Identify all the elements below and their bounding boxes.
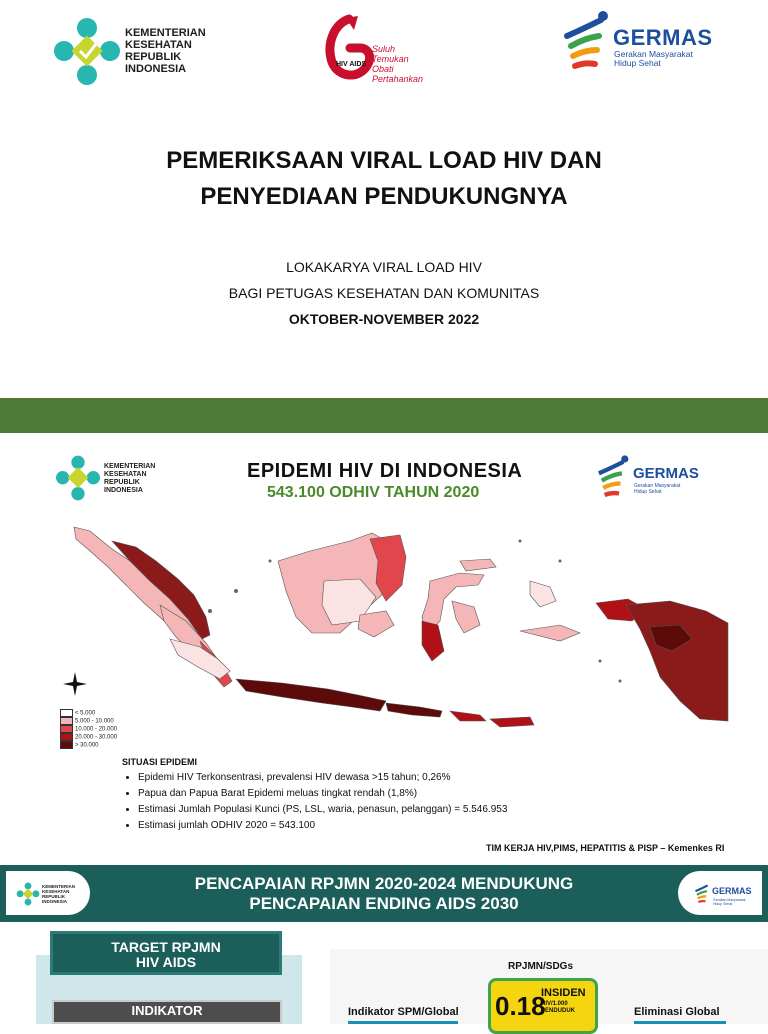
kemenkes-text-2: KESEHATAN — [104, 471, 147, 478]
island-dot — [234, 589, 238, 593]
target-rpjmn-box — [50, 931, 282, 975]
kemenkes-text-2: KESEHATAN — [125, 39, 192, 51]
slide3-title-1: PENCAPAIAN RPJMN 2020-2024 MENDUKUNG — [194, 874, 574, 893]
stop-hiv-emblem-icon — [324, 14, 374, 82]
subtitle-line-2: BAGI PETUGAS KESEHATAN DAN KOMUNITAS — [228, 285, 540, 301]
slide3-title-2: PENCAPAIAN ENDING AIDS 2030 — [249, 894, 519, 913]
situasi-item: • Epidemi HIV Terkonsentrasi, prevalensi HIV dewasa >15 tahun; 0,26% — [138, 770, 698, 786]
ntt-east — [490, 717, 534, 727]
germas-logo — [678, 871, 762, 915]
kemenkes-logo — [52, 14, 206, 89]
section-divider — [0, 398, 768, 433]
germas-sub-2: Hidup Sehat — [713, 902, 733, 906]
subtitle-line-1: LOKAKARYA VIRAL LOAD HIV — [286, 259, 482, 275]
slide-epidemi — [0, 433, 768, 865]
kemenkes-emblem-icon — [16, 881, 40, 907]
island-dot — [208, 609, 212, 613]
subtitle-line-3: OKTOBER-NOVEMBER 2022 — [288, 311, 480, 327]
eliminasi-label: Eliminasi Global — [634, 1006, 720, 1018]
indonesia-map — [60, 521, 730, 753]
island-dot — [269, 560, 272, 563]
insiden-sub-1: HIV/1.000 — [541, 1001, 568, 1007]
slide2-footer: TIM KERJA HIV,PIMS, HEPATITIS & PISP – Kemenkes RI — [486, 843, 725, 853]
kemenkes-logo — [54, 453, 174, 508]
germas-sub-2: Hidup Sehat — [614, 58, 661, 68]
kemenkes-text-4: INDONESIA — [125, 63, 187, 75]
kemenkes-text-1: KEMENTERIAN — [104, 463, 156, 470]
slide-rpjmn — [0, 865, 768, 1024]
situasi-item: • Papua dan Papua Barat Epidemi meluas tingkat rendah (1,8%) — [138, 786, 698, 802]
target-line-2: HIV AIDS — [135, 954, 197, 970]
legend-item: < 5.000 — [60, 709, 117, 717]
kemenkes-text-1: KEMENTERIAN — [125, 27, 206, 39]
compass-icon — [62, 671, 88, 697]
kalimantan-south — [358, 611, 394, 637]
kemenkes-text-3: REPUBLIK — [104, 479, 140, 486]
germas-sub-1: Gerakan Masyarakat — [614, 49, 693, 59]
kemenkes-text-3: REPUBLIK — [125, 51, 182, 63]
stop-word-2: Temukan — [372, 54, 409, 64]
maluku — [520, 625, 580, 641]
papua — [626, 601, 728, 721]
germas-emblem-icon — [596, 453, 632, 501]
germas-emblem-icon — [694, 881, 712, 905]
kemenkes-text-1: KEMENTERIAN — [42, 884, 76, 889]
germas-emblem-icon — [563, 8, 613, 74]
insiden-label: INSIDEN — [541, 987, 586, 999]
kemenkes-logo — [6, 871, 90, 915]
slide-title — [0, 0, 768, 398]
title-banner — [0, 865, 768, 922]
germas-name: GERMAS — [712, 886, 752, 896]
map-legend — [60, 709, 117, 749]
kemenkes-emblem-icon — [54, 453, 102, 503]
java — [236, 679, 386, 711]
maluku-north — [530, 581, 556, 607]
legend-item: 5.000 - 10.000 — [60, 717, 117, 725]
sulawesi-north — [460, 559, 496, 571]
bali-nt — [386, 703, 442, 717]
indikator-header: INDIKATOR — [52, 1000, 282, 1024]
situasi-item: • Estimasi Jumlah Populasi Kunci (PS, LSL, waria, penasun, pelanggan) = 5.546.953 — [138, 802, 698, 818]
kemenkes-text-4: INDONESIA — [104, 487, 143, 494]
spm-label: Indikator SPM/Global — [348, 1006, 459, 1018]
stop-word-3: Obati — [372, 64, 394, 74]
kemenkes-text-3: REPUBLIK — [42, 894, 66, 899]
title-line-2: PENYEDIAAN PENDUKUNGNYA — [200, 183, 568, 210]
title-line-1: PEMERIKSAAN VIRAL LOAD HIV DAN — [166, 147, 602, 174]
germas-sub-1: Gerakan Masyarakat — [634, 483, 681, 489]
insiden-value: 0.18 — [495, 991, 546, 1021]
germas-name: GERMAS — [633, 465, 699, 482]
rpjmn-label: RPJMN/SDGs — [508, 961, 574, 972]
germas-logo — [596, 453, 706, 503]
sulawesi-southeast — [452, 601, 480, 633]
sumatra-central — [112, 541, 210, 639]
germas-sub-1: Gerakan Masyarakat — [713, 898, 746, 902]
stop-word-4: Pertahankan — [372, 74, 424, 84]
legend-item: 20.000 - 30.000 — [60, 733, 117, 741]
stop-word-1: Suluh — [372, 44, 396, 54]
sulawesi-south — [422, 621, 444, 661]
island-dot — [599, 660, 602, 663]
stop-hiv-logo — [324, 14, 449, 84]
insiden-sub-2: PENDUDUK — [541, 1008, 576, 1014]
germas-name: GERMAS — [613, 25, 713, 50]
kemenkes-text-2: KESEHATAN — [42, 889, 70, 894]
slide2-subtitle: 543.100 ODHIV TAHUN 2020 — [267, 484, 480, 501]
germas-logo — [563, 8, 713, 78]
germas-sub-2: Hidup Sehat — [634, 489, 662, 495]
situasi-title: SITUASI EPIDEMI — [122, 757, 198, 767]
legend-item: > 30.000 — [60, 741, 117, 749]
island-dot — [619, 680, 622, 683]
situasi-list — [122, 770, 698, 834]
island-dot — [559, 560, 562, 563]
ntt-west — [450, 711, 486, 721]
stop-hiv-inner-text: HIV AIDS — [336, 61, 367, 68]
legend-item: 10.000 - 20.000 — [60, 725, 117, 733]
insiden-stat — [488, 978, 598, 1034]
situasi-item: • Estimasi jumlah ODHIV 2020 = 543.100 — [138, 818, 698, 834]
kemenkes-text-4: INDONESIA — [42, 899, 68, 904]
kemenkes-emblem-icon — [52, 14, 122, 89]
target-line-1: TARGET RPJMN — [111, 939, 221, 955]
slide2-title: EPIDEMI HIV DI INDONESIA — [247, 460, 523, 482]
island-dot — [519, 540, 522, 543]
